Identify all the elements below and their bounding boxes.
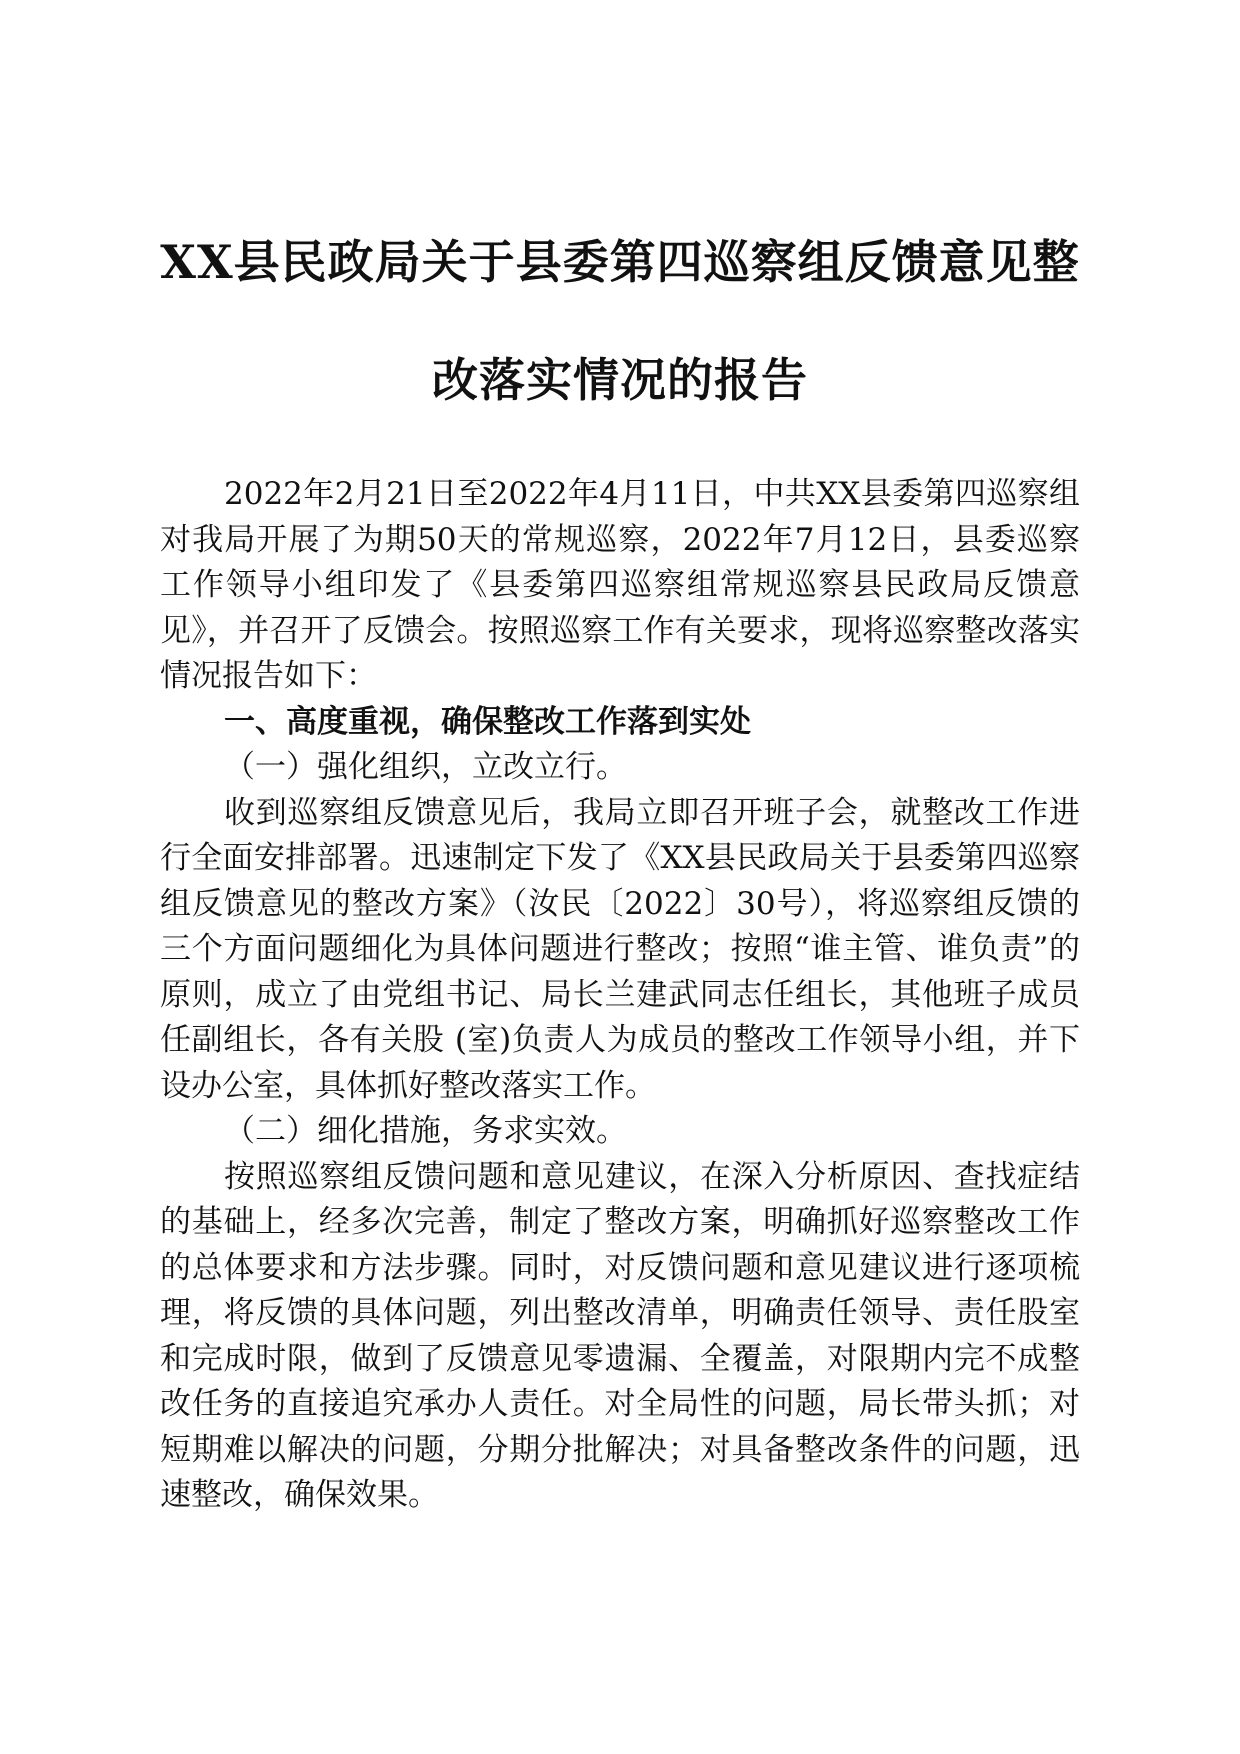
intro-paragraph: 2022年2月21日至2022年4月11日，中共XX县委第四巡察组对我局开展了为期50天的常规巡察，2022年7月12日，县委巡察工作领导小组印发了《县委第四巡察组常规巡察县民政局反馈意见》，并召开了反馈会。按照巡察工作有关要求，现将巡察整改落实情况报告如下：: [160, 476, 1080, 694]
section-heading-1: 一、高度重视，确保整改工作落到实处: [224, 703, 751, 740]
subsection-heading-2: （二）细化措施，务求实效。: [224, 1113, 627, 1149]
body-paragraph-2: 按照巡察组反馈问题和意见建议，在深入分析原因、查找症结的基础上，经多次完善，制定了整改方案，明确抓好巡察整改工作的总体要求和方法步骤。同时，对反馈问题和意见建议进行逐项梳理，将反馈的具体问题，列出整改清单，明确责任领导、责任股室和完成时限，做到了反馈意见零遗漏、全覆盖，对限期内完不成整改任务的直接追究承办人责任。对全局性的问题，局长带头抓；对短期难以解决的问题，分期分批解决；对具备整改条件的问题，迅速整改，确保效果。: [160, 1158, 1080, 1513]
document-title-line-2: 改落实情况的报告: [432, 353, 808, 407]
subsection-heading-1: （一）强化组织，立改立行。: [224, 749, 627, 785]
document-body: [160, 472, 1080, 1519]
document-title-line-1: XX县民政局关于县委第四巡察组反馈意见整: [160, 235, 1080, 289]
body-paragraph-1: 收到巡察组反馈意见后，我局立即召开班子会，就整改工作进行全面安排部署。迅速制定下发了《XX县民政局关于县委第四巡察组反馈意见的整改方案》（汝民〔2022〕30号），将巡察组反馈的三个方面问题细化为具体问题进行整改；按照“谁主管、谁负责”的原则，成立了由党组书记、局长兰建武同志任组长，其他班子成员任副组长，各有关股 (室)负责人为成员的整改工作领导小组，并下设办公室，具体抓好整改落实工作。: [160, 794, 1080, 1104]
